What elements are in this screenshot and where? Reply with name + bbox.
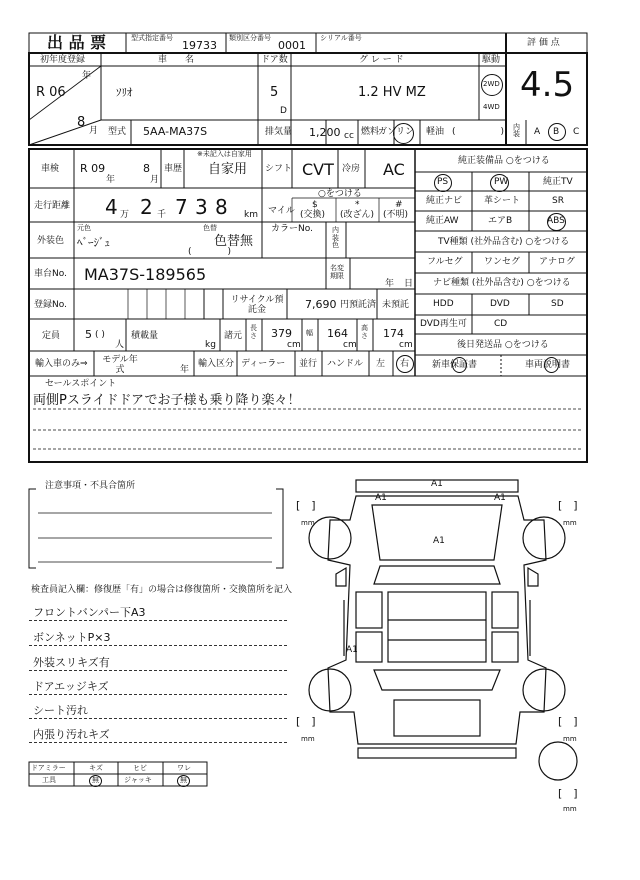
capacity-label: 定員 [42, 331, 61, 341]
shift: CVT [302, 160, 334, 179]
repaint-label: 色替 [203, 224, 217, 232]
diesel-paren: ( ) [452, 127, 505, 137]
doors: 5 [270, 85, 279, 100]
type-num: 19733 [182, 39, 217, 52]
navi-dvd-play: DVD再生可 [420, 319, 467, 329]
equip-navi: 純正ナビ [426, 196, 463, 206]
shift-label: シフト [265, 164, 293, 174]
cooler-label: 冷房 [342, 164, 361, 174]
std-equip-label: 純正装備品 ○をつける [458, 156, 550, 166]
tbl-r4-circle [177, 775, 190, 787]
handle-label: ハンドル [327, 359, 364, 369]
repaint-paren: ( ) [188, 247, 232, 257]
cc-unit: cc [344, 131, 354, 141]
km-unit: km [244, 210, 258, 220]
equip-sr: SR [552, 196, 564, 206]
mark-a1-left: A1 [375, 493, 387, 503]
first-reg-year: R 06 [36, 85, 66, 100]
equip-ps: PS [437, 177, 449, 187]
name-change-label: 名変期限 [330, 264, 344, 281]
mark-a1-right: A1 [494, 493, 506, 503]
history-label: 車歴 [164, 164, 183, 174]
diesel-label: 軽油 [426, 127, 445, 137]
mark-a1-front: A1 [431, 479, 443, 489]
tbl-r2: 無 [92, 776, 99, 784]
inspection-month-unit: 月 [150, 175, 160, 185]
capacity-paren: ( ) [95, 330, 105, 340]
color: ﾍﾞｰｼﾞｭ [77, 236, 110, 249]
navi-sd: SD [551, 299, 564, 309]
drive-2wd: 2WD [483, 80, 500, 88]
interior-color-label: 内装色 [332, 226, 339, 250]
reg-label: 登録No. [34, 300, 67, 310]
height-cm: cm [399, 340, 413, 350]
history: 自家用 [208, 162, 248, 177]
height-label: 高さ [361, 324, 368, 341]
manual-circle [544, 357, 559, 373]
tv-fullseg: フルセグ [427, 257, 463, 267]
model-year-unit: 年 [180, 365, 190, 375]
cat-num-label: 類別区分番号 [229, 34, 271, 42]
serial-label: シリアル番号 [320, 34, 362, 42]
mm-rl: mm [301, 735, 315, 743]
navi-cd: CD [494, 319, 508, 329]
mile-label: マイル [268, 206, 295, 216]
form-title: 出 品 票 [47, 33, 107, 52]
grade: 1.2 HV MZ [358, 85, 426, 100]
fuel-circle [393, 123, 414, 144]
mileage-digit-4: 3 [195, 195, 208, 219]
load-label: 積載量 [131, 331, 159, 341]
dealer: ディーラー [241, 359, 286, 369]
interior-circle [548, 123, 566, 141]
mm-fr: mm [563, 519, 577, 527]
recycle-label: リサイクル預託金 [230, 295, 284, 316]
drive-label: 駆動 [482, 55, 501, 65]
kg-unit: kg [205, 340, 216, 350]
interior-b: B [553, 127, 560, 137]
inspection-year: R 09 [80, 162, 106, 175]
bracket-rr: [ ] [558, 715, 578, 728]
nc-day: 日 [404, 279, 414, 289]
interior-c: C [573, 127, 580, 137]
color-label: 外装色 [37, 236, 65, 246]
equip-aw: 純正AW [426, 216, 459, 226]
door-suffix: D [280, 106, 287, 116]
handle-circle [396, 355, 414, 373]
car-name: ｿﾘｵ [116, 86, 133, 99]
mm-spare: mm [563, 805, 577, 813]
fuel-gas: ガソリン [378, 127, 415, 137]
equip-airbag: エアB [488, 216, 513, 226]
length-label: 長さ [250, 324, 257, 341]
repaint: 色替無 [214, 234, 254, 249]
length: 379 [271, 327, 292, 340]
mm-fl: mm [301, 519, 315, 527]
later-warranty: 新車保証書 [432, 360, 478, 370]
left-hand: 左 [376, 359, 386, 369]
bracket-fl: [ ] [296, 499, 316, 512]
recycle: 7,690 [305, 298, 337, 311]
tbl-r4: 無 [180, 776, 187, 784]
score-label: 評 価 点 [527, 38, 560, 48]
height: 174 [383, 327, 404, 340]
tv-type-label: TV種類 (社外品含む) ○をつける [438, 237, 570, 247]
tv-analog: アナログ [539, 257, 576, 267]
equip-abs-circle [547, 213, 566, 231]
car-name-label: 車 名 [158, 55, 195, 65]
equip-ps-circle [434, 174, 452, 192]
displacement-label: 排気量 [265, 127, 293, 137]
sales-point-label: セールスポイント [45, 379, 117, 389]
drive-4wd: 4WD [483, 103, 500, 111]
mark-a1-side: A1 [346, 645, 358, 655]
tbl-h2: キズ [89, 764, 103, 772]
width: 164 [327, 327, 348, 340]
width-cm: cm [343, 340, 357, 350]
note-item-4: ドアエッジキズ [33, 680, 109, 693]
mileage-digit-5: 8 [215, 195, 228, 219]
note-item-2: ボンネットP×3 [33, 631, 111, 644]
note-line-5 [29, 718, 287, 719]
note-line-2 [29, 645, 287, 646]
month-unit: 月 [89, 126, 99, 136]
inspection-month: 8 [143, 162, 150, 175]
fuel-label: 燃料 [361, 127, 380, 137]
tbl-r2-circle [89, 775, 102, 787]
score: 4.5 [520, 65, 575, 105]
sales-point: 両側Pスライドドアでお子様も乗り降り楽々！ [33, 393, 301, 408]
interior-a: A [534, 127, 541, 137]
bracket-spare: [ ] [558, 787, 578, 800]
car-diagram [309, 480, 577, 780]
navi-dvd: DVD [490, 299, 510, 309]
tbl-h4: ワレ [177, 764, 191, 772]
model-label: 型式 [108, 127, 127, 137]
orig-color-label: 元色 [77, 224, 91, 232]
type-num-label: 型式指定番号 [131, 34, 173, 42]
model: 5AA-MA37S [143, 125, 208, 138]
note-item-6: 内張り汚れキズ [33, 728, 110, 741]
mileage-digit-1: 4 [105, 195, 118, 219]
swap-1: $ [312, 200, 318, 210]
year-unit: 年 [82, 71, 92, 81]
doors-label: ドア数 [261, 55, 288, 65]
chassis-label: 車台No. [34, 269, 67, 279]
bracket-rl: [ ] [296, 715, 316, 728]
dim-label: 諸元 [224, 331, 243, 341]
unknown-1: # [395, 200, 403, 210]
man-unit: 万 [120, 210, 130, 220]
cat-num: 0001 [278, 39, 306, 52]
recycle-none: 未預託 [382, 300, 410, 310]
recycle-unit: 円預託済 [340, 300, 377, 310]
note-line-4 [29, 694, 287, 695]
sen-unit: 千 [157, 210, 167, 220]
bracket-fr: [ ] [558, 499, 578, 512]
navi-type-label: ナビ種類 (社外品含む) ○をつける [433, 278, 571, 288]
mileage-label: 走行距離 [34, 201, 71, 211]
nc-year: 年 [385, 279, 395, 289]
tamper-2: (改ざん) [340, 210, 375, 220]
inspection-label: 車検 [41, 164, 60, 174]
color-no-label: カラーNo. [271, 224, 313, 234]
mark-a1-hood: A1 [433, 536, 445, 546]
swap-2: (交換) [300, 210, 326, 220]
note-line-3 [29, 670, 287, 671]
warranty-circle [452, 357, 467, 373]
tv-oneseg: ワンセグ [484, 257, 521, 267]
width-label: 幅 [306, 329, 313, 337]
capacity: 5 [85, 328, 92, 341]
mileage-digit-2: 2 [140, 195, 153, 219]
displacement: 1,200 [309, 126, 341, 139]
tbl-r1: 工具 [42, 776, 56, 784]
note-line-1 [29, 620, 287, 621]
grade-label: グ レ ー ド [359, 55, 404, 65]
inspector-note: 検査員記入欄：修復歴「有」の場合は修復箇所・交換箇所を記入 [31, 585, 293, 595]
tbl-r3: ジャッキ [124, 776, 152, 784]
equip-leather: 革シート [484, 196, 521, 206]
interior-label: 内装 [513, 123, 520, 138]
history-note: ※未記入は自家用 [197, 150, 252, 158]
cooler: AC [383, 160, 405, 179]
chassis: MA37S-189565 [84, 265, 207, 284]
import-class-label: 輸入区分 [198, 359, 235, 369]
circle-note: ○をつける [318, 189, 362, 199]
right-hand: 右 [400, 359, 410, 369]
equip-abs: ABS [547, 216, 565, 226]
note-line-6 [29, 742, 287, 743]
first-reg-label: 初年度登録 [40, 55, 86, 65]
equip-pw: PW [494, 177, 509, 187]
tamper-1: * [355, 200, 360, 210]
equip-tv: 純正TV [543, 177, 573, 187]
import-label: 輸入車のみ⇒ [35, 359, 88, 369]
tbl-h3: ヒビ [133, 764, 147, 772]
note-item-1: フロントバンパー下A3 [33, 606, 146, 619]
later-label: 後日発送品 ○をつける [457, 340, 549, 350]
model-year-label: モデル年式 [102, 355, 138, 376]
unknown-2: (不明) [383, 210, 409, 220]
note-item-3: 外装スリキズ有 [33, 656, 110, 669]
equip-pw-circle [490, 174, 509, 192]
parallel: 並行 [299, 359, 318, 369]
navi-hdd: HDD [433, 299, 454, 309]
mileage-digit-3: 7 [175, 195, 188, 219]
later-manual: 車両説明書 [525, 360, 571, 370]
person-unit: 人 [115, 340, 125, 350]
mm-rr: mm [563, 735, 577, 743]
first-reg-month: 8 [77, 115, 86, 130]
inspection-year-unit: 年 [106, 175, 116, 185]
length-cm: cm [287, 340, 301, 350]
caution-label: 注意事項・不具合箇所 [45, 481, 136, 491]
tbl-h1: ドアミラー [31, 764, 66, 772]
note-item-5: シート汚れ [33, 704, 88, 717]
